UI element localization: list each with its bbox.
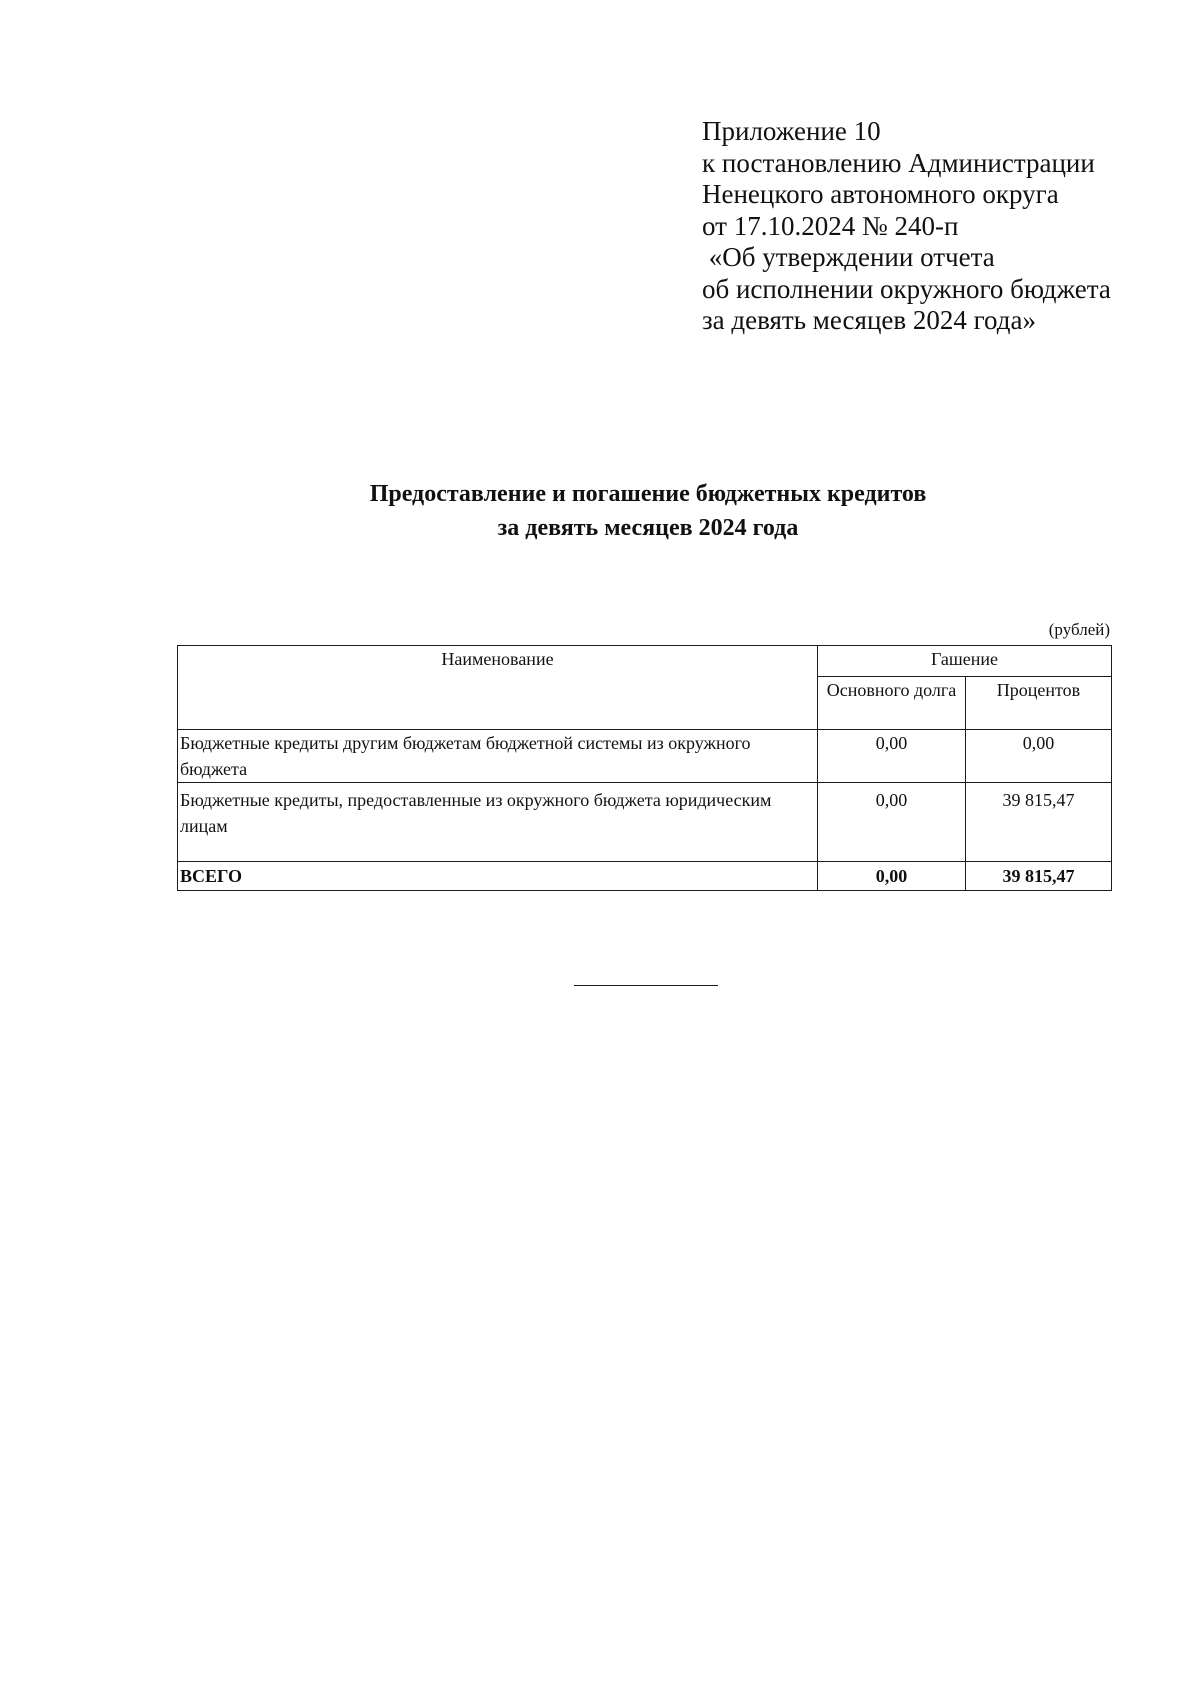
column-header-principal: Основного долга — [818, 677, 966, 730]
appendix-line: за девять месяцев 2024 года» — [702, 305, 1036, 335]
total-label: ВСЕГО — [178, 862, 818, 891]
total-principal: 0,00 — [818, 862, 966, 891]
document-title — [240, 477, 1056, 545]
row-name: Бюджетные кредиты другим бюджетам бюджетной системы из окружного бюджета — [178, 730, 818, 783]
appendix-line: Приложение 10 — [702, 116, 881, 146]
document-title-line: за девять месяцев 2024 года — [497, 515, 799, 541]
row-principal: 0,00 — [818, 783, 966, 862]
units-label: (рублей) — [1048, 620, 1110, 639]
table-row — [178, 730, 1112, 783]
document-title-line: Предоставление и погашение бюджетных кредитов — [369, 481, 927, 507]
table-row — [178, 783, 1112, 862]
credits-table — [177, 645, 1112, 891]
appendix-line: об исполнении окружного бюджета — [702, 273, 1111, 304]
column-header-interest: Процентов — [966, 677, 1112, 730]
row-principal: 0,00 — [818, 730, 966, 783]
row-interest: 39 815,47 — [966, 783, 1112, 862]
row-name: Бюджетные кредиты, предоставленные из окружного бюджета юридическим лицам — [178, 783, 818, 862]
column-group-header-repayment: Гашение — [818, 646, 1112, 677]
row-interest: 0,00 — [966, 730, 1112, 783]
column-header-name: Наименование — [178, 646, 818, 730]
appendix-line: Ненецкого автономного округа — [702, 179, 1059, 209]
end-divider — [574, 985, 718, 986]
appendix-line: от 17.10.2024 № 240-п — [702, 210, 959, 241]
appendix-block — [702, 116, 1200, 337]
appendix-line: к постановлению Администрации — [702, 147, 1095, 178]
total-row — [178, 862, 1112, 891]
appendix-line: «Об утверждении отчета — [702, 242, 995, 272]
total-interest: 39 815,47 — [966, 862, 1112, 891]
